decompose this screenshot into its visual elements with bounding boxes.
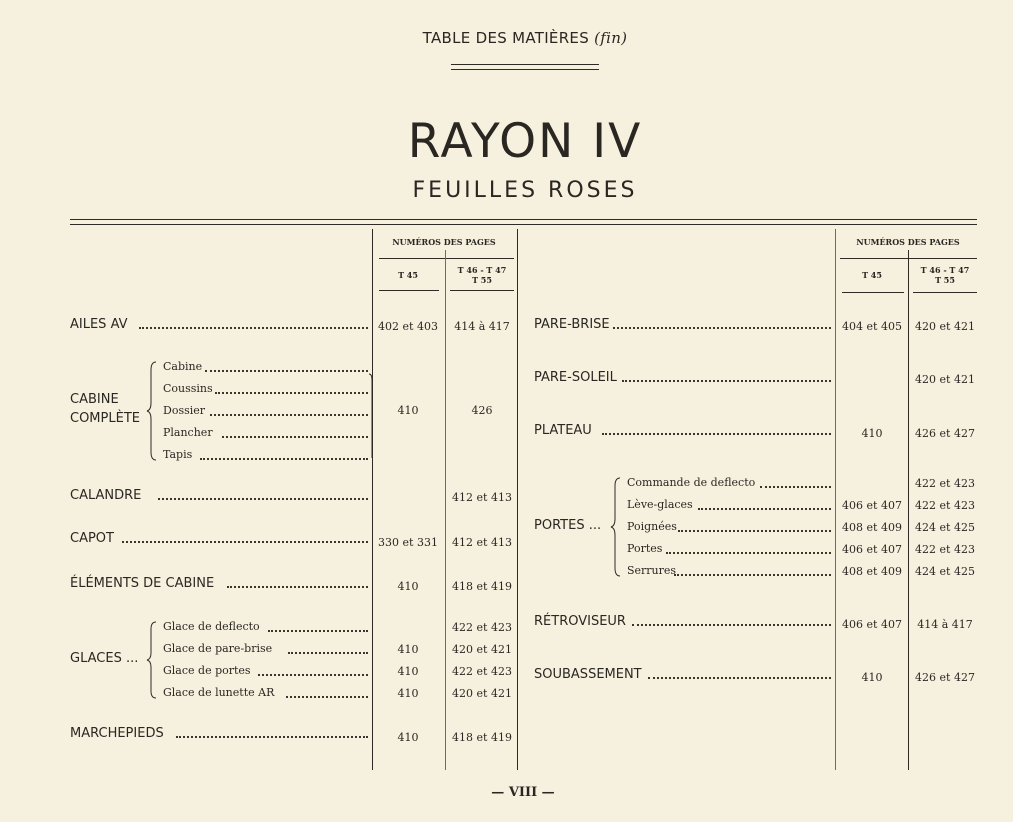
elements-t45: 410 (397, 580, 419, 593)
glaces-item-2-t46: 420 et 421 (452, 643, 512, 656)
dot-leader (139, 327, 368, 329)
right-col-t46-line2: T 55 (935, 275, 955, 285)
portes-item-3: Poignées (627, 520, 677, 533)
dot-leader (632, 624, 831, 626)
portes-brace (610, 476, 624, 578)
left-col-t45-underline (379, 290, 439, 291)
table-rule-top (70, 219, 977, 220)
marchepieds-t46: 418 et 419 (452, 731, 512, 744)
retroviseur-t46: 414 à 417 (917, 618, 973, 631)
dot-leader (602, 433, 831, 435)
left-col-t46-underline (450, 290, 514, 291)
entry-cabine-line2: COMPLÈTE (70, 411, 140, 426)
entry-ailes-av: AILES AV (70, 317, 128, 332)
calandre-t46: 412 et 413 (452, 491, 512, 504)
glaces-item-1-t46: 422 et 423 (452, 621, 512, 634)
left-col-group-underline (379, 258, 514, 259)
cabine-item-4: Plancher (163, 426, 213, 439)
glaces-item-2-t45: 410 (397, 643, 419, 656)
cabine-item-5: Tapis (163, 448, 193, 461)
glaces-item-4-t46: 420 et 421 (452, 687, 512, 700)
header-title: TABLE DES MATIÈRES (422, 29, 590, 47)
dot-leader (666, 552, 831, 554)
entry-calandre: CALANDRE (70, 488, 142, 503)
dot-leader (200, 458, 368, 460)
portes-item-2: Lève-glaces (627, 498, 693, 511)
dot-leader (286, 696, 368, 698)
page-title: RAYON IV (407, 114, 643, 169)
soubassement-t46: 426 et 427 (915, 671, 975, 684)
glaces-item-3-t46: 422 et 423 (452, 665, 512, 678)
right-col-t46-underline (913, 292, 977, 293)
portes-item-1-t46: 422 et 423 (915, 477, 975, 490)
dot-leader (176, 736, 368, 738)
left-col-group-header: NUMÉROS DES PAGES (392, 237, 496, 247)
dot-leader (760, 486, 831, 488)
pare-soleil-t46: 420 et 421 (915, 373, 975, 386)
capot-t45: 330 et 331 (378, 536, 438, 549)
right-col-group-header: NUMÉROS DES PAGES (856, 237, 960, 247)
portes-item-1: Commande de deflecto (627, 476, 756, 489)
portes-item-5: Serrures (627, 564, 677, 577)
header-rule-top (451, 64, 599, 65)
dot-leader (648, 677, 831, 679)
left-col-t45: T 45 (398, 270, 418, 280)
dot-leader (698, 508, 831, 510)
right-col-t46-line1: T 46 - T 47 (920, 265, 970, 275)
entry-glaces: GLACES ... (70, 651, 139, 666)
right-col-t45-underline (842, 292, 904, 293)
pare-brise-t46: 420 et 421 (915, 320, 975, 333)
portes-item-3-t46: 424 et 425 (915, 521, 975, 534)
portes-item-5-t45: 408 et 409 (842, 565, 902, 578)
dot-leader (205, 370, 368, 372)
marchepieds-t45: 410 (397, 731, 419, 744)
dot-leader (674, 574, 831, 576)
left-col-t46-line2: T 55 (472, 275, 492, 285)
entry-marchepieds: MARCHEPIEDS (70, 726, 164, 741)
dot-leader (258, 674, 368, 676)
glaces-brace (146, 620, 160, 700)
dot-leader (622, 380, 831, 382)
portes-item-5-t46: 424 et 425 (915, 565, 975, 578)
portes-item-3-t45: 408 et 409 (842, 521, 902, 534)
dot-leader (215, 392, 368, 394)
portes-item-4-t45: 406 et 407 (842, 543, 902, 556)
pare-brise-t45: 404 et 405 (842, 320, 902, 333)
plateau-t46: 426 et 427 (915, 427, 975, 440)
capot-t46: 412 et 413 (452, 536, 512, 549)
glaces-item-1: Glace de deflecto (163, 620, 260, 633)
page-number: — VIII — (491, 785, 555, 800)
plateau-t45: 410 (861, 427, 883, 440)
page-subtitle: FEUILLES ROSES (412, 178, 638, 203)
dot-leader (268, 630, 368, 632)
portes-item-4-t46: 422 et 423 (915, 543, 975, 556)
entry-elements-de-cabine: ÉLÉMENTS DE CABINE (70, 576, 215, 591)
glaces-item-4: Glace de lunette AR (163, 686, 275, 699)
glaces-item-2: Glace de pare-brise (163, 642, 273, 655)
dot-leader (222, 436, 368, 438)
cabine-item-3: Dossier (163, 404, 206, 417)
dot-leader (158, 498, 368, 500)
dot-leader (122, 541, 368, 543)
cabine-left-brace (146, 360, 160, 462)
entry-pare-brise: PARE-BRISE (534, 317, 610, 332)
entry-pare-soleil: PARE-SOLEIL (534, 370, 617, 385)
running-header (0, 29, 1013, 47)
entry-cabine-line1: CABINE (70, 392, 119, 407)
ailes-av-t46: 414 à 417 (454, 320, 510, 333)
portes-item-2-t46: 422 et 423 (915, 499, 975, 512)
table-rule-bottom (70, 224, 977, 225)
retroviseur-t45: 406 et 407 (842, 618, 902, 631)
glaces-item-3-t45: 410 (397, 665, 419, 678)
glaces-item-4-t45: 410 (397, 687, 419, 700)
cabine-t46: 426 (471, 404, 493, 417)
elements-t46: 418 et 419 (452, 580, 512, 593)
dot-leader (227, 586, 368, 588)
entry-retroviseur: RÉTROVISEUR (534, 614, 626, 629)
glaces-item-3: Glace de portes (163, 664, 251, 677)
dot-leader (210, 414, 368, 416)
dot-leader (678, 530, 831, 532)
dot-leader (288, 652, 368, 654)
cabine-t45: 410 (397, 404, 419, 417)
header-rule-bottom (451, 69, 599, 70)
header-title-suffix: (fin) (594, 29, 628, 47)
soubassement-t45: 410 (861, 671, 883, 684)
entry-portes: PORTES ... (534, 518, 602, 533)
entry-soubassement: SOUBASSEMENT (534, 667, 642, 682)
left-col-t46-line1: T 46 - T 47 (457, 265, 507, 275)
cabine-item-1: Cabine (163, 360, 203, 373)
right-col-t45: T 45 (862, 270, 882, 280)
dot-leader (613, 327, 831, 329)
entry-plateau: PLATEAU (534, 423, 592, 438)
portes-item-2-t45: 406 et 407 (842, 499, 902, 512)
entry-capot: CAPOT (70, 531, 114, 546)
cabine-item-2: Coussins (163, 382, 213, 395)
ailes-av-t45: 402 et 403 (378, 320, 438, 333)
portes-item-4: Portes (627, 542, 663, 555)
